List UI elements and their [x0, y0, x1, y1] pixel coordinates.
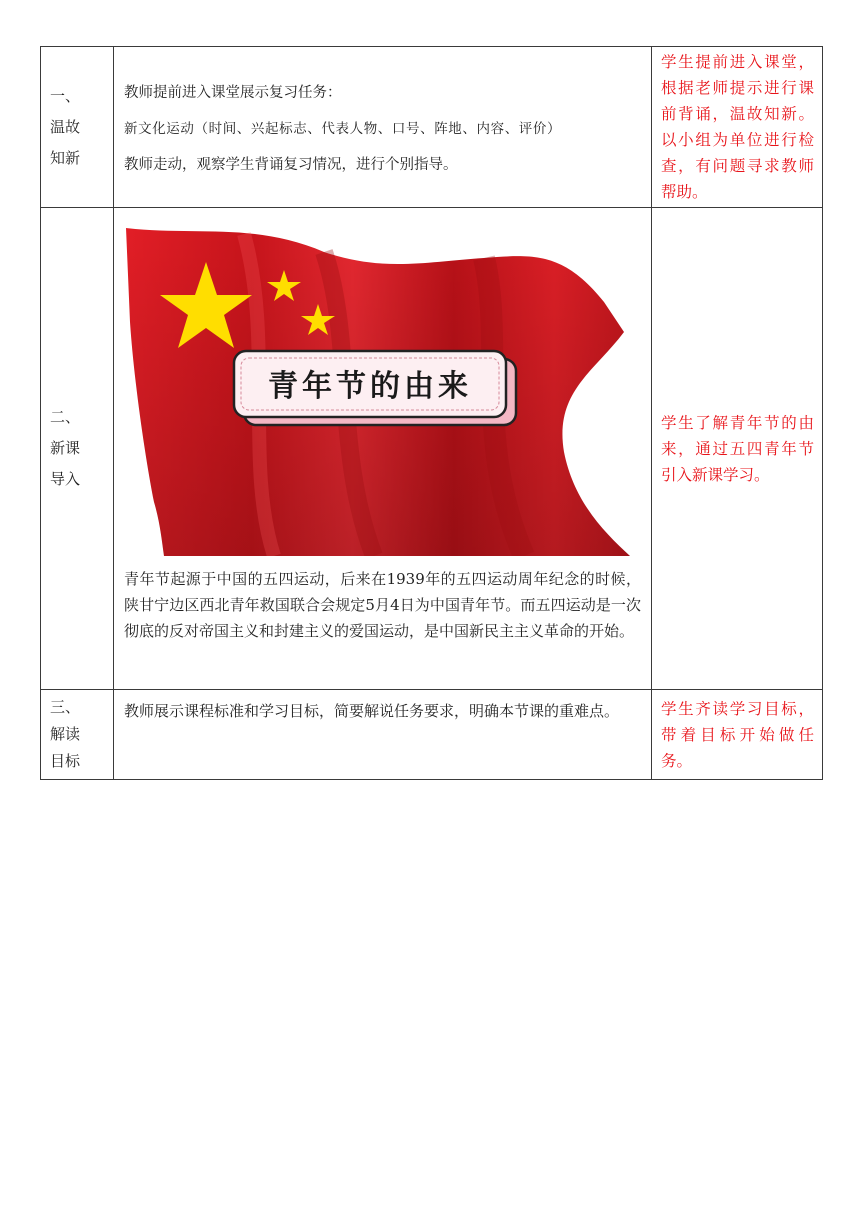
- teacher-text: 教师走动，观察学生背诵复习情况，进行个别指导。: [124, 157, 458, 173]
- intro-content-cell: [114, 208, 652, 690]
- step-number: 三、: [50, 698, 81, 716]
- step-cell: [41, 208, 114, 690]
- step-cell: [41, 47, 114, 208]
- step-title-line: 知新: [50, 148, 81, 167]
- student-activity-cell: 学生了解青年节的由来，通过五四青年节引入新课学习。: [652, 208, 823, 690]
- teacher-activity-cell: 教师展示课程标准和学习目标，简要解说任务要求，明确本节课的重难点。: [114, 690, 652, 780]
- teacher-activity-cell: [114, 47, 652, 208]
- step-number: 一、: [50, 86, 81, 105]
- student-activity-cell: 学生齐读学习目标，带着目标开始做任务。: [652, 690, 823, 780]
- table-row-intro: [41, 208, 823, 690]
- title-banner: [234, 351, 516, 425]
- step-title-line: 新课: [50, 439, 81, 457]
- table-row-goals: [41, 690, 823, 780]
- intro-paragraph: 青年节起源于中国的五四运动，后来在1939年的五四运动周年纪念的时候，陕甘宁边区西北青年救国联合会规定5月4日为中国青年节。而五四运动是一次彻底的反对帝国主义和封建主义的爱国运动，是中国新民主主义革命的开始。: [124, 570, 641, 640]
- step-title-line: 解读: [50, 725, 81, 743]
- teacher-text: 新文化运动（时间、兴起标志、代表人物、口号、阵地、内容、评价）: [124, 121, 562, 137]
- lesson-plan-table: [40, 46, 823, 780]
- step-cell: [41, 690, 114, 780]
- table-row-review: [41, 47, 823, 208]
- banner-title: 青年节的由来: [268, 369, 472, 404]
- teacher-text: 教师提前进入课堂展示复习任务：: [124, 85, 342, 101]
- student-activity-cell: 学生提前进入课堂，根据老师提示进行课前背诵，温故知新。以小组为单位进行检查，有问题寻求教师帮助。: [652, 47, 823, 208]
- flag-illustration: [124, 222, 630, 556]
- step-title-line: 温故: [50, 117, 81, 136]
- step-title-line: 导入: [50, 470, 81, 488]
- step-number: 二、: [50, 408, 81, 426]
- step-title-line: 目标: [50, 752, 81, 770]
